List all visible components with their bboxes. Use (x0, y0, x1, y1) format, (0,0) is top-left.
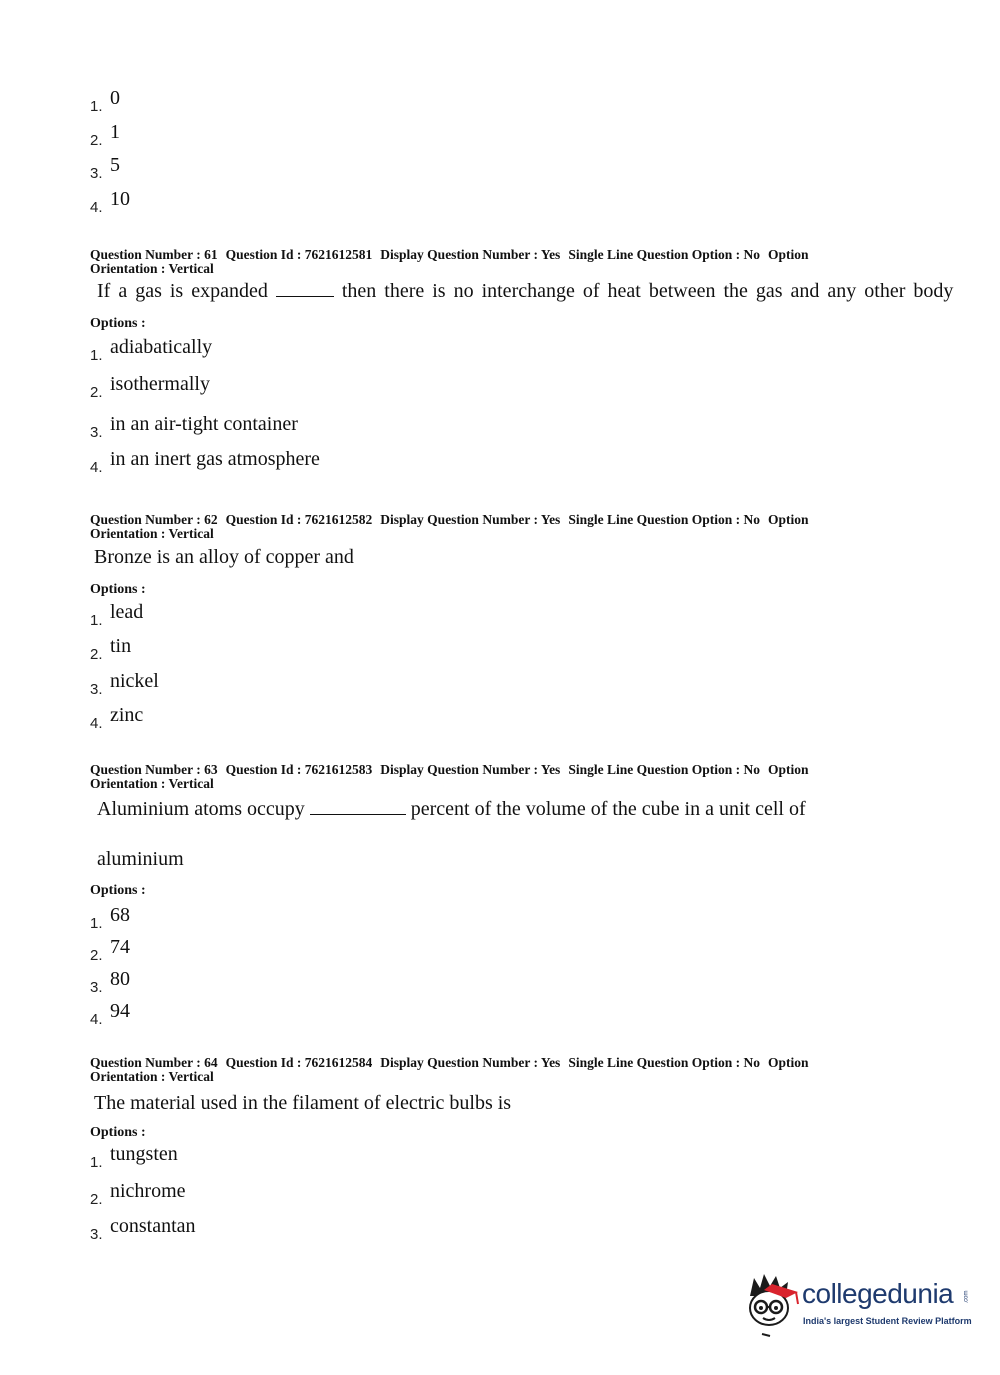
question-id: Question Id : 7621612581 (225, 247, 373, 262)
option-text: 1 (110, 121, 120, 143)
question-meta (90, 1056, 890, 1084)
option-text: constantan (110, 1215, 196, 1237)
orientation: Orientation : Vertical (90, 776, 214, 791)
option-number: 1. (90, 347, 103, 364)
single-line-option: Single Line Question Option : No (568, 762, 760, 777)
question-meta (90, 248, 890, 276)
display-question-number: Display Question Number : Yes (380, 762, 561, 777)
option-number: 4. (90, 715, 103, 732)
option-text: tin (110, 635, 132, 657)
option-number: 1. (90, 98, 103, 115)
question-meta (90, 513, 890, 541)
option-row (90, 905, 130, 931)
option-number: 1. (90, 612, 103, 629)
option-text: tungsten (110, 1143, 178, 1165)
display-question-number: Display Question Number : Yes (380, 1055, 561, 1070)
question-text (97, 280, 953, 303)
display-question-number: Display Question Number : Yes (380, 247, 561, 262)
option-row (90, 374, 210, 400)
option-row (90, 705, 143, 731)
option-text: in an inert gas atmosphere (110, 448, 320, 470)
answer-blank (310, 798, 406, 815)
display-question-number: Display Question Number : Yes (380, 512, 561, 527)
question-id: Question Id : 7621612583 (225, 762, 373, 777)
option-label: Option (767, 247, 809, 262)
option-number: 3. (90, 165, 103, 182)
option-row (90, 1216, 196, 1242)
answer-blank (276, 280, 334, 297)
option-label: Option (767, 512, 809, 527)
option-text: 5 (110, 154, 120, 176)
option-text: 94 (110, 1000, 130, 1022)
option-number: 4. (90, 459, 103, 476)
logo-tagline: India's largest Student Review Platform (803, 1316, 972, 1326)
option-number: 3. (90, 681, 103, 698)
question-id: Question Id : 7621612582 (225, 512, 373, 527)
logo-wordmark: collegedunia (802, 1278, 954, 1309)
question-id: Question Id : 7621612584 (225, 1055, 373, 1070)
option-row (90, 969, 130, 995)
options-label: Options : (90, 582, 146, 597)
single-line-option: Single Line Question Option : No (568, 1055, 760, 1070)
orientation: Orientation : Vertical (90, 261, 214, 276)
option-text: 80 (110, 968, 130, 990)
option-row (90, 337, 212, 363)
question-text (97, 798, 806, 821)
option-row (90, 937, 130, 963)
option-text: 0 (110, 87, 120, 109)
question-text: Bronze is an alloy of copper and (94, 546, 354, 568)
option-number: 1. (90, 915, 103, 932)
question-number: Question Number : 63 (90, 762, 218, 777)
option-row (90, 88, 120, 114)
single-line-option: Single Line Question Option : No (568, 247, 760, 262)
option-number: 3. (90, 979, 103, 996)
question-text: The material used in the filament of electric bulbs is (94, 1092, 512, 1114)
option-row (90, 602, 143, 628)
question-text-part: Aluminium atoms occupy (97, 798, 305, 820)
option-row (90, 189, 130, 215)
orientation: Orientation : Vertical (90, 1069, 214, 1084)
option-text: zinc (110, 704, 144, 726)
option-number: 3. (90, 424, 103, 441)
option-text: lead (110, 601, 144, 623)
option-row (90, 1144, 178, 1170)
option-label: Option (767, 762, 809, 777)
option-text: 74 (110, 936, 130, 958)
option-text: nickel (110, 670, 159, 692)
option-row (90, 671, 159, 697)
logo-com: .com (963, 1290, 970, 1304)
option-text: adiabatically (110, 336, 213, 358)
option-row (90, 122, 120, 148)
option-text: 10 (110, 188, 130, 210)
option-row (90, 1001, 130, 1027)
question-text-line2: aluminium (97, 848, 184, 870)
option-text: nichrome (110, 1180, 186, 1202)
option-number: 4. (90, 1011, 103, 1028)
option-number: 2. (90, 384, 103, 401)
option-number: 3. (90, 1226, 103, 1243)
single-line-option: Single Line Question Option : No (568, 512, 760, 527)
orientation: Orientation : Vertical (90, 526, 214, 541)
option-number: 2. (90, 646, 103, 663)
question-text-part: If a gas is expanded (97, 280, 268, 302)
option-number: 1. (90, 1154, 103, 1171)
question-number: Question Number : 62 (90, 512, 218, 527)
option-number: 2. (90, 132, 103, 149)
option-row (90, 636, 131, 662)
option-label: Option (767, 1055, 809, 1070)
option-row (90, 1181, 186, 1207)
options-label: Options : (90, 1125, 146, 1140)
question-meta (90, 763, 890, 791)
collegedunia-logo[interactable] (742, 1270, 972, 1340)
mascot-icon (742, 1270, 802, 1340)
option-text: isothermally (110, 373, 210, 395)
question-text-part: then there is no interchange of heat between the gas and any other body (341, 280, 954, 302)
option-number: 2. (90, 1191, 103, 1208)
option-number: 4. (90, 199, 103, 216)
options-label: Options : (90, 883, 146, 898)
option-row (90, 449, 320, 475)
option-row (90, 155, 120, 181)
question-number: Question Number : 64 (90, 1055, 218, 1070)
options-label: Options : (90, 316, 146, 331)
option-row (90, 414, 298, 440)
question-number: Question Number : 61 (90, 247, 218, 262)
option-text: in an air-tight container (110, 413, 298, 435)
question-text-part: percent of the volume of the cube in a unit cell of (410, 798, 806, 820)
option-text: 68 (110, 904, 130, 926)
option-number: 2. (90, 947, 103, 964)
